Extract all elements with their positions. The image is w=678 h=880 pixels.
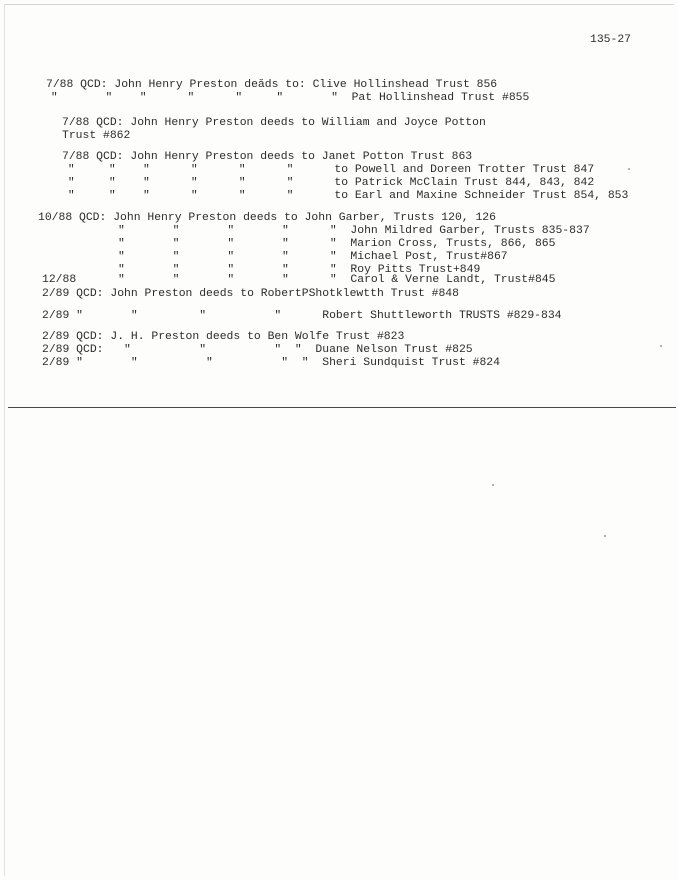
entry-line-14: " " " " " Carol & Verne Landt, Trust#845 [118,274,556,286]
page-number: 135-27 [590,34,632,46]
entry-line-10: " " " " " John Mildred Garber, Trusts 835-837 [118,225,590,237]
entry-line-11: " " " " " Marion Cross, Trusts, 866, 865 [118,238,556,250]
entry-line-14-date: 12/88 [42,274,77,286]
entry-line-3: 7/88 QCD: John Henry Preston deeds to William and Joyce Potton [62,117,486,129]
entry-line-12: " " " " " Michael Post, Trust#867 [118,251,508,263]
entry-line-15: 2/89 QCD: John Preston deeds to RobertPShotklewtth Trust #848 [42,288,459,300]
entry-line-16: 2/89 " " " " Robert Shuttleworth TRUSTS #829-834 [42,310,562,322]
scan-speck [604,535,606,537]
entry-line-18: 2/89 QCD: " " " " Duane Nelson Trust #825 [42,344,473,356]
entry-line-7: " " " " " " to Patrick McClain Trust 844, 843, 842 [61,177,595,189]
scan-speck [492,484,494,486]
scan-speck [660,345,662,347]
page-left-edge [4,4,5,876]
entry-line-2: " " " " " " " Pat Hollinshead Trust #855 [44,92,530,104]
entry-line-1: 7/88 QCD: John Henry Preston deăds to: Clive Hollinshead Trust 856 [46,79,498,91]
page-top-edge [4,4,674,5]
entry-line-13: " " " " " Roy Pitts Trust+849 [118,264,481,276]
entry-line-8: " " " " " " to Earl and Maxine Schneider Trust 854, 853 [61,190,629,202]
entry-line-5: 7/88 QCD: John Henry Preston deeds to Janet Potton Trust 863 [62,151,473,163]
entry-line-9: 10/88 QCD: John Henry Preston deeds to John Garber, Trusts 120, 126 [38,212,496,224]
entry-line-6: " " " " " " to Powell and Doreen Trotter Trust 847 [61,164,595,176]
entry-line-19: 2/89 " " " " " Sheri Sundquist Trust #824 [42,357,500,369]
horizontal-rule [8,407,676,408]
scan-speck [628,168,630,170]
entry-line-17: 2/89 QCD: J. H. Preston deeds to Ben Wolfe Trust #823 [42,331,405,343]
entry-line-4: Trust #862 [62,130,131,142]
